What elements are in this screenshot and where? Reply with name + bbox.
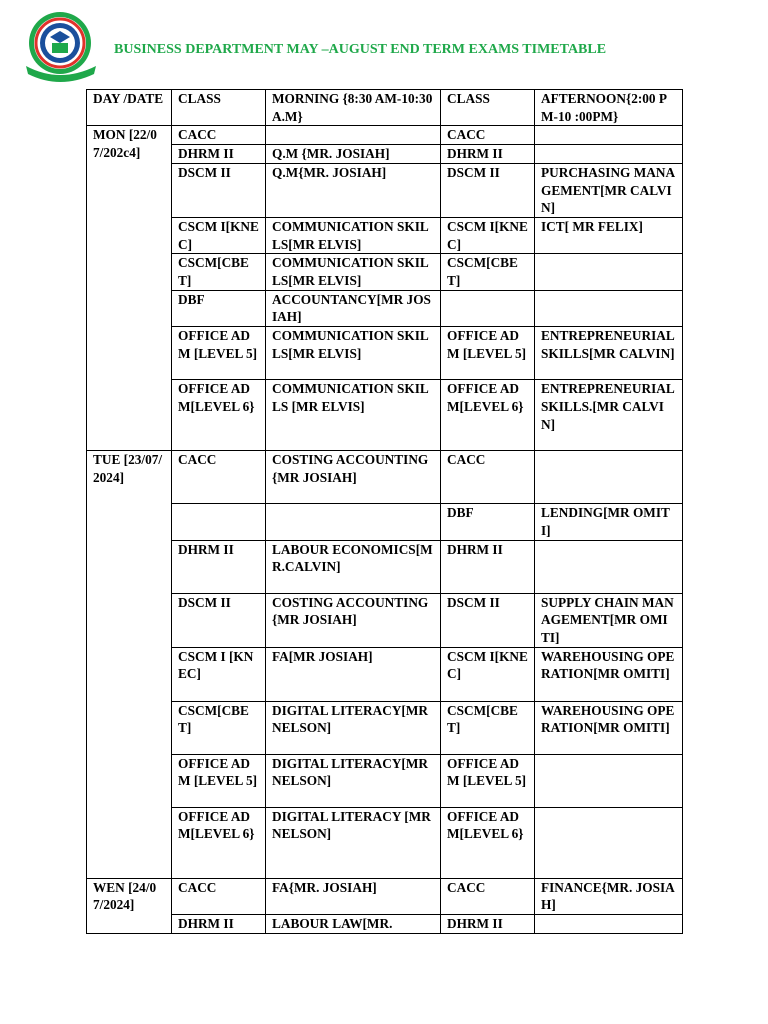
afternoon-class-cell: CACC bbox=[441, 878, 535, 914]
header-class-morning: CLASS bbox=[172, 90, 266, 126]
header-afternoon: AFTERNOON{2:00 PM-10 :00PM} bbox=[535, 90, 683, 126]
morning-class-cell: OFFICE ADM [LEVEL 5] bbox=[172, 327, 266, 380]
table-row bbox=[87, 540, 683, 593]
table-row bbox=[87, 163, 683, 217]
morning-class-cell: CSCM[CBET] bbox=[172, 701, 266, 754]
morning-class-cell: CSCM I [KNEC] bbox=[172, 647, 266, 701]
morning-class-cell: OFFICE ADM[LEVEL 6} bbox=[172, 807, 266, 878]
afternoon-exam-cell bbox=[535, 145, 683, 164]
table-row bbox=[87, 217, 683, 253]
morning-class-cell: OFFICE ADM[LEVEL 6} bbox=[172, 380, 266, 451]
afternoon-class-cell: DHRM II bbox=[441, 915, 535, 934]
morning-exam-cell bbox=[266, 504, 441, 540]
table-row bbox=[87, 593, 683, 647]
morning-exam-cell: COMMUNICATION SKILLS[MR ELVIS] bbox=[266, 254, 441, 290]
afternoon-exam-cell: ENTREPRENEURIAL SKILLS[MR CALVIN] bbox=[535, 327, 683, 380]
morning-exam-cell: COSTING ACCOUNTING {MR JOSIAH] bbox=[266, 451, 441, 504]
afternoon-class-cell: OFFICE ADM[LEVEL 6} bbox=[441, 807, 535, 878]
table-row bbox=[87, 380, 683, 451]
morning-class-cell: DSCM II bbox=[172, 163, 266, 217]
morning-class-cell: DHRM II bbox=[172, 540, 266, 593]
morning-exam-cell: COMMUNICATION SKILLS[MR ELVIS] bbox=[266, 217, 441, 253]
afternoon-class-cell: DSCM II bbox=[441, 163, 535, 217]
afternoon-exam-cell bbox=[535, 754, 683, 807]
afternoon-exam-cell: PURCHASING MANAGEMENT[MR CALVIN] bbox=[535, 163, 683, 217]
afternoon-class-cell: OFFICE ADM [LEVEL 5] bbox=[441, 754, 535, 807]
morning-exam-cell: COMMUNICATION SKILLS [MR ELVIS] bbox=[266, 380, 441, 451]
afternoon-exam-cell: WAREHOUSING OPERATION[MR OMITI] bbox=[535, 647, 683, 701]
table-row bbox=[87, 504, 683, 540]
morning-class-cell: CACC bbox=[172, 451, 266, 504]
morning-class-cell bbox=[172, 504, 266, 540]
afternoon-exam-cell: SUPPLY CHAIN MANAGEMENT[MR OMITI] bbox=[535, 593, 683, 647]
afternoon-class-cell: OFFICE ADM[LEVEL 6} bbox=[441, 380, 535, 451]
page-title: BUSINESS DEPARTMENT MAY –AUGUST END TERM EXAMS TIMETABLE bbox=[114, 42, 607, 57]
day-date-cell: WEN [24/07/2024] bbox=[87, 878, 172, 933]
morning-class-cell: DSCM II bbox=[172, 593, 266, 647]
afternoon-exam-cell: ENTREPRENEURIAL SKILLS.[MR CALVIN] bbox=[535, 380, 683, 451]
table-row bbox=[87, 701, 683, 754]
day-date-cell: TUE [23/07/2024] bbox=[87, 451, 172, 879]
morning-exam-cell: Q.M{MR. JOSIAH] bbox=[266, 163, 441, 217]
afternoon-exam-cell bbox=[535, 254, 683, 290]
table-row bbox=[87, 647, 683, 701]
morning-class-cell: CACC bbox=[172, 878, 266, 914]
morning-exam-cell: FA[MR JOSIAH] bbox=[266, 647, 441, 701]
morning-exam-cell: DIGITAL LITERACY[MR NELSON] bbox=[266, 701, 441, 754]
afternoon-class-cell: CACC bbox=[441, 451, 535, 504]
institution-logo bbox=[20, 10, 102, 82]
morning-exam-cell: LABOUR ECONOMICS[MR.CALVIN] bbox=[266, 540, 441, 593]
table-row bbox=[87, 451, 683, 504]
afternoon-class-cell: DBF bbox=[441, 504, 535, 540]
afternoon-exam-cell bbox=[535, 451, 683, 504]
afternoon-exam-cell bbox=[535, 915, 683, 934]
afternoon-class-cell: DSCM II bbox=[441, 593, 535, 647]
table-row bbox=[87, 807, 683, 878]
morning-exam-cell: DIGITAL LITERACY[MR NELSON] bbox=[266, 754, 441, 807]
afternoon-class-cell: DHRM II bbox=[441, 540, 535, 593]
morning-class-cell: DBF bbox=[172, 290, 266, 326]
afternoon-class-cell bbox=[441, 290, 535, 326]
table-row bbox=[87, 254, 683, 290]
morning-exam-cell: FA{MR. JOSIAH] bbox=[266, 878, 441, 914]
afternoon-exam-cell: LENDING[MR OMITI] bbox=[535, 504, 683, 540]
table-row bbox=[87, 126, 683, 145]
morning-class-cell: CSCM I[KNEC] bbox=[172, 217, 266, 253]
afternoon-class-cell: CACC bbox=[441, 126, 535, 145]
header-day-date: DAY /DATE bbox=[87, 90, 172, 126]
afternoon-class-cell: CSCM I[KNEC] bbox=[441, 217, 535, 253]
table-row bbox=[87, 878, 683, 914]
afternoon-class-cell: OFFICE ADM [LEVEL 5] bbox=[441, 327, 535, 380]
morning-class-cell: CSCM[CBET] bbox=[172, 254, 266, 290]
afternoon-class-cell: CSCM I[KNEC] bbox=[441, 647, 535, 701]
morning-class-cell: OFFICE ADM [LEVEL 5] bbox=[172, 754, 266, 807]
afternoon-exam-cell bbox=[535, 540, 683, 593]
afternoon-class-cell: CSCM[CBET] bbox=[441, 701, 535, 754]
morning-class-cell: CACC bbox=[172, 126, 266, 145]
day-date-cell: MON [22/07/202c4] bbox=[87, 126, 172, 451]
morning-exam-cell bbox=[266, 126, 441, 145]
table-row bbox=[87, 327, 683, 380]
table-row bbox=[87, 754, 683, 807]
afternoon-exam-cell bbox=[535, 126, 683, 145]
morning-exam-cell: ACCOUNTANCY[MR JOSIAH] bbox=[266, 290, 441, 326]
table-row bbox=[87, 290, 683, 326]
morning-class-cell: DHRM II bbox=[172, 145, 266, 164]
afternoon-exam-cell: FINANCE{MR. JOSIAH] bbox=[535, 878, 683, 914]
exam-timetable bbox=[86, 89, 683, 934]
afternoon-exam-cell: WAREHOUSING OPERATION[MR OMITI] bbox=[535, 701, 683, 754]
afternoon-class-cell: DHRM II bbox=[441, 145, 535, 164]
timetable-body bbox=[87, 90, 683, 934]
header-row bbox=[87, 90, 683, 126]
morning-exam-cell: COMMUNICATION SKILLS[MR ELVIS] bbox=[266, 327, 441, 380]
morning-exam-cell: DIGITAL LITERACY [MR NELSON] bbox=[266, 807, 441, 878]
morning-exam-cell: COSTING ACCOUNTING {MR JOSIAH] bbox=[266, 593, 441, 647]
table-row bbox=[87, 145, 683, 164]
table-row bbox=[87, 915, 683, 934]
afternoon-exam-cell bbox=[535, 807, 683, 878]
header-class-afternoon: CLASS bbox=[441, 90, 535, 126]
morning-class-cell: DHRM II bbox=[172, 915, 266, 934]
header-morning: MORNING {8:30 AM-10:30 A.M} bbox=[266, 90, 441, 126]
morning-exam-cell: LABOUR LAW[MR. bbox=[266, 915, 441, 934]
morning-exam-cell: Q.M {MR. JOSIAH] bbox=[266, 145, 441, 164]
afternoon-class-cell: CSCM[CBET] bbox=[441, 254, 535, 290]
afternoon-exam-cell bbox=[535, 290, 683, 326]
afternoon-exam-cell: ICT[ MR FELIX] bbox=[535, 217, 683, 253]
